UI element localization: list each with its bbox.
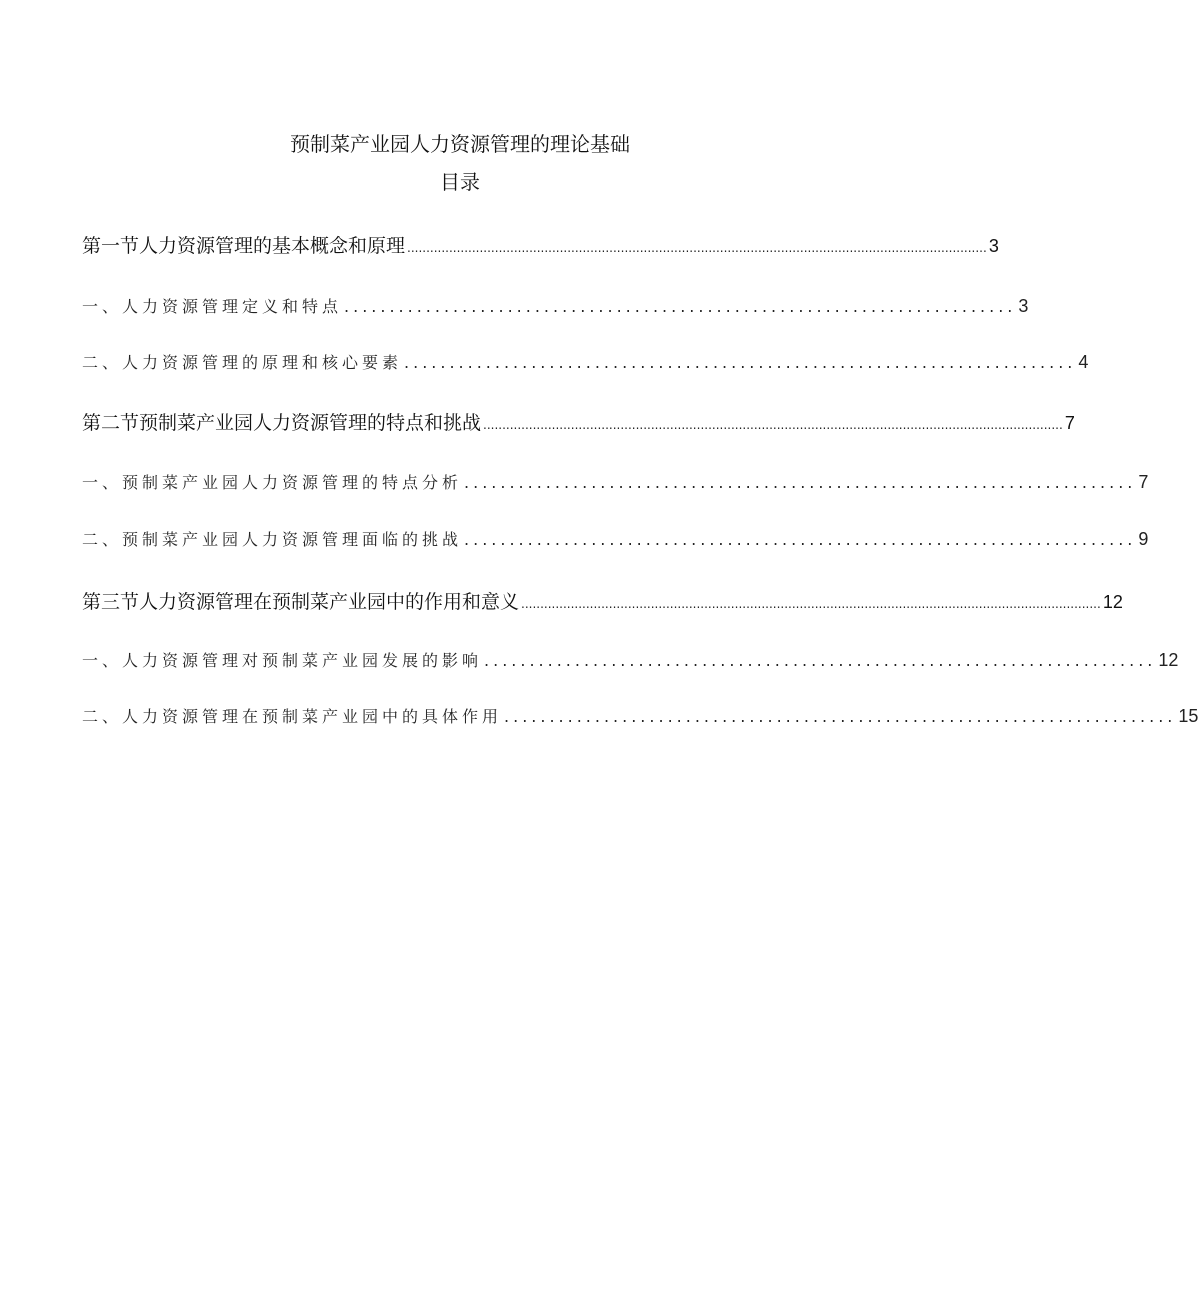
toc-page-number: 3 [988, 236, 999, 256]
toc-dot-leader: .......................................................................... [344, 297, 1017, 316]
toc-page-number: 15 [1178, 706, 1198, 726]
toc-dot-leader: .......................................................................... [464, 530, 1137, 549]
toc-entry-label: 一、人力资源管理对预制菜产业园发展的影响 [82, 651, 483, 670]
document-title: 预制菜产业园人力资源管理的理论基础 [290, 132, 630, 156]
toc-dot-leader: .......................................................................... [464, 473, 1137, 492]
toc-dot-leader: ........................................................................................................................................................ [407, 241, 987, 255]
toc-entry-label: 一、人力资源管理定义和特点 [82, 297, 343, 316]
toc-entry-section-3[interactable] [82, 589, 1123, 617]
toc-entry-label: 二、人力资源管理在预制菜产业园中的具体作用 [82, 707, 503, 726]
toc-entry-subsection-1-1[interactable] [82, 294, 1029, 319]
toc-dot-leader: ........................................................................................................................................................ [483, 418, 1063, 432]
toc-page-number: 12 [1158, 650, 1179, 670]
toc-entry-subsection-1-2[interactable] [82, 350, 1089, 375]
toc-page-number: 7 [1138, 472, 1149, 492]
toc-heading: 目录 [440, 170, 480, 194]
toc-entry-label: 第三节人力资源管理在预制菜产业园中的作用和意义 [82, 591, 520, 613]
toc-entry-label: 二、预制菜产业园人力资源管理面临的挑战 [82, 530, 463, 549]
toc-entry-subsection-3-2[interactable] [82, 704, 1198, 729]
toc-dot-leader: .......................................................................... [484, 651, 1157, 670]
toc-entry-subsection-2-2[interactable] [82, 527, 1149, 552]
toc-dot-leader: .......................................................................... [504, 707, 1177, 726]
toc-dot-leader: .......................................................................... [404, 353, 1077, 372]
toc-entry-subsection-2-1[interactable] [82, 470, 1149, 495]
toc-entry-label: 第二节预制菜产业园人力资源管理的特点和挑战 [82, 412, 482, 434]
toc-entry-section-1[interactable] [82, 233, 999, 261]
toc-entry-section-2[interactable] [82, 410, 1075, 438]
toc-page-number: 4 [1078, 352, 1089, 372]
toc-page-number: 7 [1064, 413, 1075, 433]
toc-dot-leader: ........................................................................................................................................................ [521, 597, 1101, 611]
toc-entry-label: 一、预制菜产业园人力资源管理的特点分析 [82, 473, 463, 492]
table-of-contents [82, 0, 1198, 1301]
toc-entry-label: 第一节人力资源管理的基本概念和原理 [82, 235, 406, 257]
toc-page-number: 3 [1018, 296, 1029, 316]
toc-entry-subsection-3-1[interactable] [82, 648, 1179, 673]
toc-entry-label: 二、人力资源管理的原理和核心要素 [82, 353, 403, 372]
toc-page-number: 12 [1102, 592, 1123, 612]
toc-page-number: 9 [1138, 529, 1149, 549]
